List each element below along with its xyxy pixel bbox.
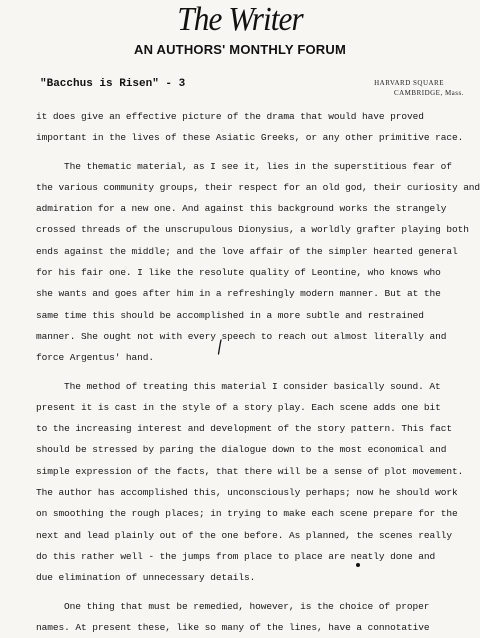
text-line: for his fair one. I like the resolute quality of Leontine, who knows who	[36, 267, 441, 279]
text-line: force Argentus' hand.	[36, 352, 155, 364]
text-line: important in the lives of these Asiatic Greeks, or any other primitive race.	[36, 132, 464, 144]
address-city: CAMBRIDGE, Mass.	[393, 89, 464, 97]
page-reference: "Bacchus is Risen" - 3	[40, 78, 186, 90]
text-line: next and lead plainly out of the one before. As planned, the scenes really	[36, 529, 452, 541]
paragraph-start-line: One thing that must be remedied, however, is the choice of proper	[64, 600, 430, 612]
text-line: should be stressed by paring the dialogue down to the most economical and	[36, 444, 447, 456]
letterhead	[0, 0, 480, 64]
text-line: admiration for a new one. And against this background works the strangely	[36, 203, 447, 215]
text-line: do this rather well - the jumps from place to place are neatly done and	[36, 550, 436, 562]
text-line: crossed threads of the unscrupulous Dionysius, a worldly grafter playing both	[36, 224, 469, 236]
text-line: due elimination of unnecessary details.	[36, 572, 256, 584]
text-line: names. At present these, like so many of the lines, have a connotative	[36, 621, 430, 633]
paragraph-start-line: The method of treating this material I consider basically sound. At	[64, 380, 441, 392]
pen-mark-icon	[216, 339, 224, 355]
text-line: same time this should be accomplished in a more subtle and restrained	[36, 309, 424, 321]
text-line: the various community groups, their respect for an old god, their curiosity and	[36, 181, 480, 193]
text-line: simple expression of the facts, that there will be a sense of plot movement.	[36, 465, 464, 477]
letterhead-tagline: AN AUTHORS' MONTHLY FORUM	[134, 42, 346, 57]
letter-body	[36, 106, 480, 638]
text-line: present it is cast in the style of a story play. Each scene adds one bit	[36, 401, 441, 413]
paragraph-start-line: The thematic material, as I see it, lies in the superstitious fear of	[64, 160, 452, 172]
magazine-logo: The Writer	[177, 1, 303, 38]
letterhead-address	[374, 78, 464, 98]
address-street: HARVARD SQUARE	[374, 79, 444, 87]
text-line: to the increasing interest and development of the story pattern. This fact	[36, 423, 452, 435]
ink-dot	[356, 563, 360, 567]
text-line: she wants and goes after him in a refreshingly modern manner. But at the	[36, 288, 441, 300]
text-line: manner. She ought not with every speech to reach out almost literally and	[36, 330, 447, 342]
text-line: ends against the middle; and the love affair of the simpler hearted general	[36, 245, 458, 257]
text-line: it does give an effective picture of the drama that would have proved	[36, 111, 424, 122]
text-line: The author has accomplished this, unconsciously perhaps; now he should work	[36, 487, 458, 499]
text-line: on smoothing the rough places; in trying to make each scene prepare for the	[36, 508, 458, 520]
